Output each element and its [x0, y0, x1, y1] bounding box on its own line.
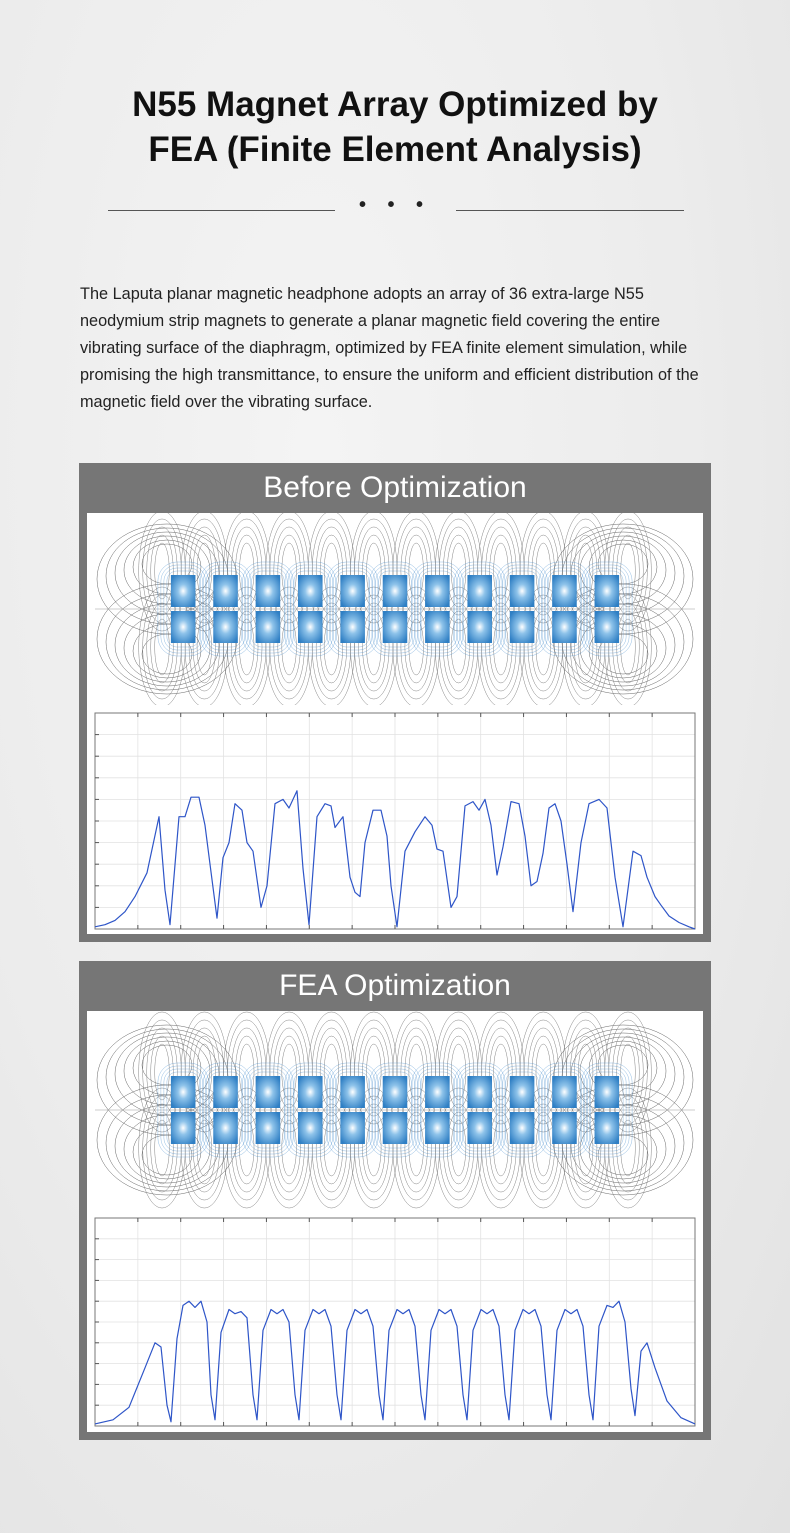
magnet-block [171, 611, 196, 643]
magnet-block [213, 1112, 238, 1144]
panel-content [87, 513, 703, 934]
title-line-2: FEA (Finite Element Analysis) [148, 130, 642, 169]
magnet-block [467, 1112, 492, 1144]
panel-title: FEA Optimization [279, 969, 511, 1002]
magnet-block [340, 1112, 365, 1144]
field-lines [95, 513, 695, 705]
magnet-block [171, 1112, 196, 1144]
magnet-block [213, 611, 238, 643]
divider-dots: • • • [358, 194, 432, 216]
magnet-block [552, 575, 577, 607]
magnet-block [340, 1076, 365, 1108]
magnetic-field-diagram [87, 513, 703, 705]
magnet-block [595, 575, 620, 607]
magnet-block [425, 1112, 450, 1144]
magnet-block [425, 575, 450, 607]
magnet-block [595, 1076, 620, 1108]
field-distribution-chart [87, 709, 703, 935]
magnet-block [171, 1076, 196, 1108]
magnetic-field-diagram [87, 1011, 703, 1209]
field-lines [95, 1012, 695, 1208]
magnet-block [595, 611, 620, 643]
divider-left-line [108, 210, 335, 211]
magnet-block [510, 575, 535, 607]
magnet-block [256, 611, 281, 643]
magnet-block [383, 575, 408, 607]
magnet-block [595, 1112, 620, 1144]
magnet-block [383, 611, 408, 643]
before-optimization-panel [79, 463, 711, 942]
magnet-block [552, 1076, 577, 1108]
magnet-block [213, 1076, 238, 1108]
chart-frame [95, 713, 695, 929]
fea-optimization-panel [79, 961, 711, 1440]
chart-frame [95, 1218, 695, 1426]
magnet-block [467, 1076, 492, 1108]
magnet-block [340, 575, 365, 607]
magnet-block [552, 1112, 577, 1144]
magnet-block [510, 1112, 535, 1144]
intro-paragraph: The Laputa planar magnetic headphone adopts an array of 36 extra-large N55 neodymium strip magnets to generate a planar magnetic field covering the entire vibrating surface of the diaphragm, optimized by FEA finite element simulation, while promising the high transmittance, to ensure the uniform and efficient distribution of the magnetic field over the vibrating surface. [80, 285, 699, 411]
magnet-block [298, 611, 323, 643]
magnet-block [340, 611, 365, 643]
magnet-block [467, 611, 492, 643]
panel-title: Before Optimization [263, 471, 527, 504]
magnet-block [467, 575, 492, 607]
divider-right-line [456, 210, 684, 211]
magnet-block [425, 1076, 450, 1108]
panel-content [87, 1011, 703, 1432]
title-line-1: N55 Magnet Array Optimized by [132, 85, 658, 124]
field-distribution-chart [87, 1214, 703, 1432]
magnet-block [298, 1076, 323, 1108]
magnet-block [171, 575, 196, 607]
magnet-block [213, 575, 238, 607]
magnet-block [425, 611, 450, 643]
magnet-block [510, 611, 535, 643]
magnet-block [256, 1076, 281, 1108]
magnet-block [383, 1076, 408, 1108]
magnet-block [510, 1076, 535, 1108]
page-title [0, 82, 790, 172]
magnet-block [256, 575, 281, 607]
magnet-block [552, 611, 577, 643]
magnet-block [298, 575, 323, 607]
magnet-block [256, 1112, 281, 1144]
magnet-block [383, 1112, 408, 1144]
magnet-block [298, 1112, 323, 1144]
